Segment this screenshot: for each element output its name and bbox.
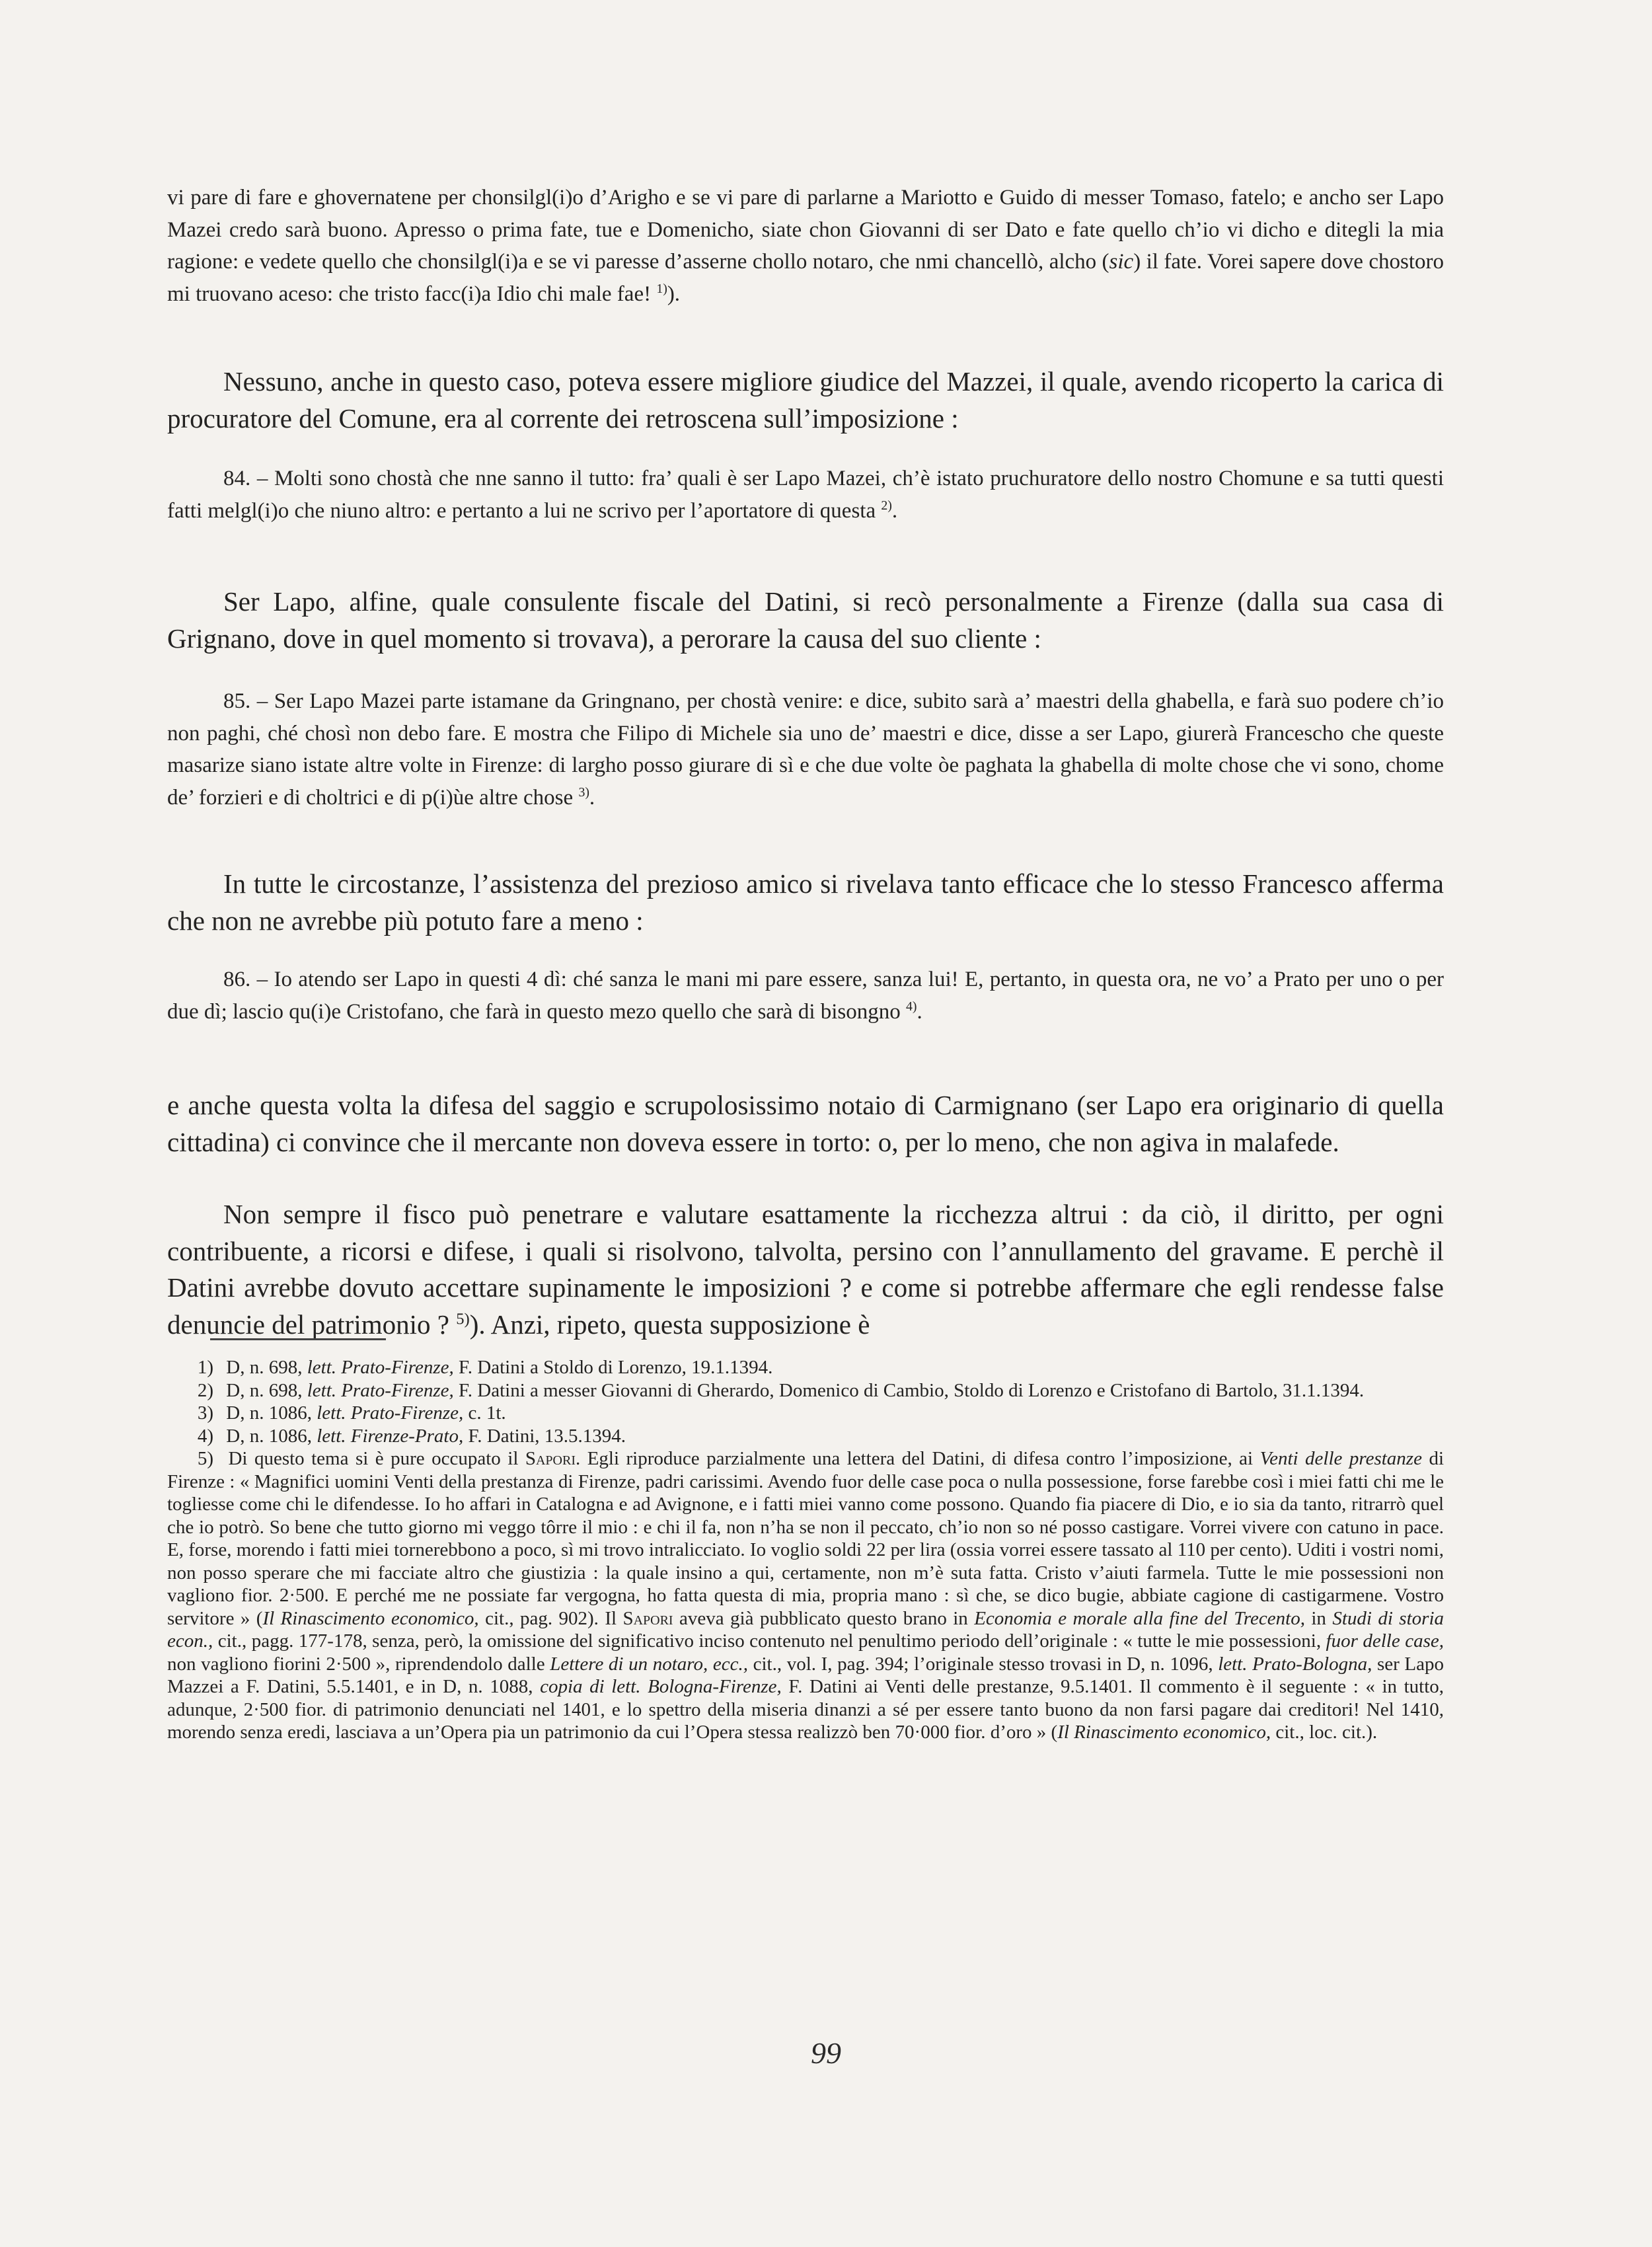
footnote-1: 1) D, n. 698, lett. Prato-Firenze, F. Datini a Stoldo di Lorenzo, 19.1.1394. (197, 1357, 773, 1378)
footnote-ref: 4) (906, 999, 917, 1014)
footnote-3: 3) D, n. 1086, lett. Prato-Firenze, c. 1t. (197, 1402, 506, 1424)
footnote-ref: 3) (578, 784, 589, 800)
footnote-ref: 2) (881, 498, 892, 513)
quote-84: 84. – Molti sono chostà che nne sanno il tutto: fra’ quali è ser Lapo Mazei, ch’è istato pruchuratore dello nostro Chomune e sa tutti questi fatti melgl(i)o che niuno altro: e pertanto a lui ne scrivo per l’aportatore di questa $^{2)}$. (167, 467, 1444, 523)
quote-continuation: vi pare di fare e ghovernatene per chonsilgl(i)o d’Arigho e se vi pare di parlarne a Mariotto e Guido di messer Tomaso, fatelo; e ancho ser Lapo Mazei credo sarà buono. Apresso o prima fate, tue e Domenicho, siate chon Giovanni di ser Dato e fate quello ch’io vi dicho e ditegli la mia ragione: e vedete quello che chonsilgl(i)a e se vi paresse d’asserne chollo notaro, che nmi chancellò, alcho (sic) il fate. Vorei sapere dove chostoro mi truovano aceso: che tristo facc(i)a Idio chi male fae! $^{1)}$). (167, 186, 1444, 306)
quote-number: 84. (223, 467, 251, 490)
body-paragraph-5: Non sempre il fisco può penetrare e valutare esattamente la ricchezza altrui : da ciò, il diritto, per ogni contribuente, a ricorsi e difese, i quali si risolvono, talvolta, persino con l’annullamento del gravame. E perchè il Datini avrebbe dovuto accettare supinamente le imposizioni ? e come si potrebbe affermare che egli rendesse false denuncie del patrimonio ? $^{5)}$). Anzi, ripeto, questa supposizione è (167, 1199, 1444, 1340)
footnotes (167, 1356, 1444, 1744)
quote-number: 86. (223, 968, 251, 991)
body-paragraph-2: Ser Lapo, alfine, quale consulente fiscale del Datini, si recò personalmente a Firenze (dalla sua casa di Grignano, dove in quel momento si trovava), a perorare la causa del suo cliente : (167, 586, 1444, 654)
body-paragraph-4: e anche questa volta la difesa del saggio e scrupolosissimo notaio di Carmignano (ser Lapo era originario di quella cittadina) ci convince che il mercante non doveva essere in torto: o, per lo meno, che non agiva in malafede. (167, 1090, 1444, 1157)
quote-86: 86. – Io atendo ser Lapo in questi 4 dì: ché sanza le mani mi pare essere, sanza lui! E, pertanto, in questa ora, ne vo’ a Prato per uno o per due dì; lascio qu(i)e Cristofano, che farà in questo mezo quello che sarà di bisongno $^{4)}$. (167, 968, 1444, 1024)
page-number: 99 (811, 2036, 841, 2070)
quote-85: 85. – Ser Lapo Mazei parte istamane da Gringnano, per chostà venire: e dice, subito sarà a’ maestri della ghabella, e farà suo podere ch’io non paghi, ché chosì non debo fare. E mostra che Filipo di Michele sia uno de’ maestri e dice, disse a ser Lapo, giurerà Francescho che queste masarize siano istate altre volte in Firenze: di largho posso giurare di sì e che due volte òe paghata la ghabella di molte chose che vi sono, chome de’ forzieri e di choltrici e di p(i)ùe altre chose $^{3)}$. (167, 689, 1444, 810)
body-paragraph-1: Nessuno, anche in questo caso, poteva essere migliore giudice del Mazzei, il quale, avendo ricoperto la carica di procuratore del Comune, era al corrente dei retroscena sull’imposizione : (167, 366, 1444, 434)
quote-number: 85. (223, 689, 251, 713)
footnote-ref: 5) (456, 1309, 470, 1328)
footnote-2: 2) D, n. 698, lett. Prato-Firenze, F. Datini a messer Giovanni di Gherardo, Domenico di Cambio, Stoldo di Lorenzo e Cristofano di Bartolo, 31.1.1394. (197, 1379, 1365, 1401)
footnote-rule (210, 1338, 386, 1340)
body-paragraph-3: In tutte le circostanze, l’assistenza del prezioso amico si rivelava tanto efficace che lo stesso Francesco afferma che non ne avrebbe più potuto fare a meno : (167, 868, 1444, 936)
footnote-5: 5) Di questo tema si è pure occupato il Sapori. Egli riproduce parzialmente una lettera del Datini, di difesa contro l’imposizione, ai Venti delle prestanze di Firenze : « Magnifici uomini Venti della prestanza di Firenze, padri carissimi. Avendo fuor delle case poca o nulla possessione, forse farebbe così i miei fatti chi me le togliesse come chi le difendesse. Io ho affari in Catalogna e ad Avignone, e i fatti miei vanno come possono. Quando fia piacere di Dio, e io sia da tanto, ritrarrò quel che io potrò. So bene che tutto giorno mi veggo tôrre il mio : e chi il fa, non n’ha se non il peccato, ch’io non so né posso castigare. Vorrei vivere con catuno in pace. E, forse, morendo i fatti miei tornerebbono a poco, sì mi trovo intralicciato. Io voglio soldi 22 per lira (ossia vorrei essere tassato al 110 per cento). Uditi i vostri nomi, non posso sperare che mi facciate altro che giustizia : la quale insino a qui, certamente, non m’è suta fatta. Cristo v’aiuti farmela. Tutte le mie possessioni non vagliono fior. 2·500. E perché me ne possiate far vergogna, ho fatta questa di mia, propria mano : sì che, se dico bugie, abbiate cagione di castigarmene. Vostro servitore » (Il Rinascimento economico, cit., pag. 902). Il Sapori aveva già pubblicato questo brano in Economia e morale alla fine del Trecento, in Studi di storia econ., cit., pagg. 177-178, senza, però, la omissione del significativo inciso contenuto nel penultimo periodo dell’originale : « tutte le mie possessioni, fuor delle case, non vagliono fiorini 2·500 », riprendendolo dalle Lettere di un notaro, ecc., cit., vol. I, pag. 394; l’originale stesso trovasi in D, n. 1096, lett. Prato-Bologna, ser Lapo Mazzei a F. Datini, 5.5.1401, e in D, n. 1088, copia di lett. Bologna-Firenze, F. Datini ai Venti delle prestanze, 9.5.1401. Il commento è il seguente : « in tutto, adunque, 2·500 fior. di patrimonio denunciati nel 1401, e lo spettro della miseria dinanzi a sé per essere tanto buono da non farsi pagare dai creditori! Nel 1410, morendo senza eredi, lasciava a un’Opera pia un patrimonio da cui l’Opera stessa realizzò ben 70·000 fior. d’oro » (Il Rinascimento economico, cit., loc. cit.). (167, 1448, 1444, 1743)
footnote-4: 4) D, n. 1086, lett. Firenze-Prato, F. Datini, 13.5.1394. (197, 1425, 626, 1447)
footnote-ref: 1) (656, 281, 667, 296)
